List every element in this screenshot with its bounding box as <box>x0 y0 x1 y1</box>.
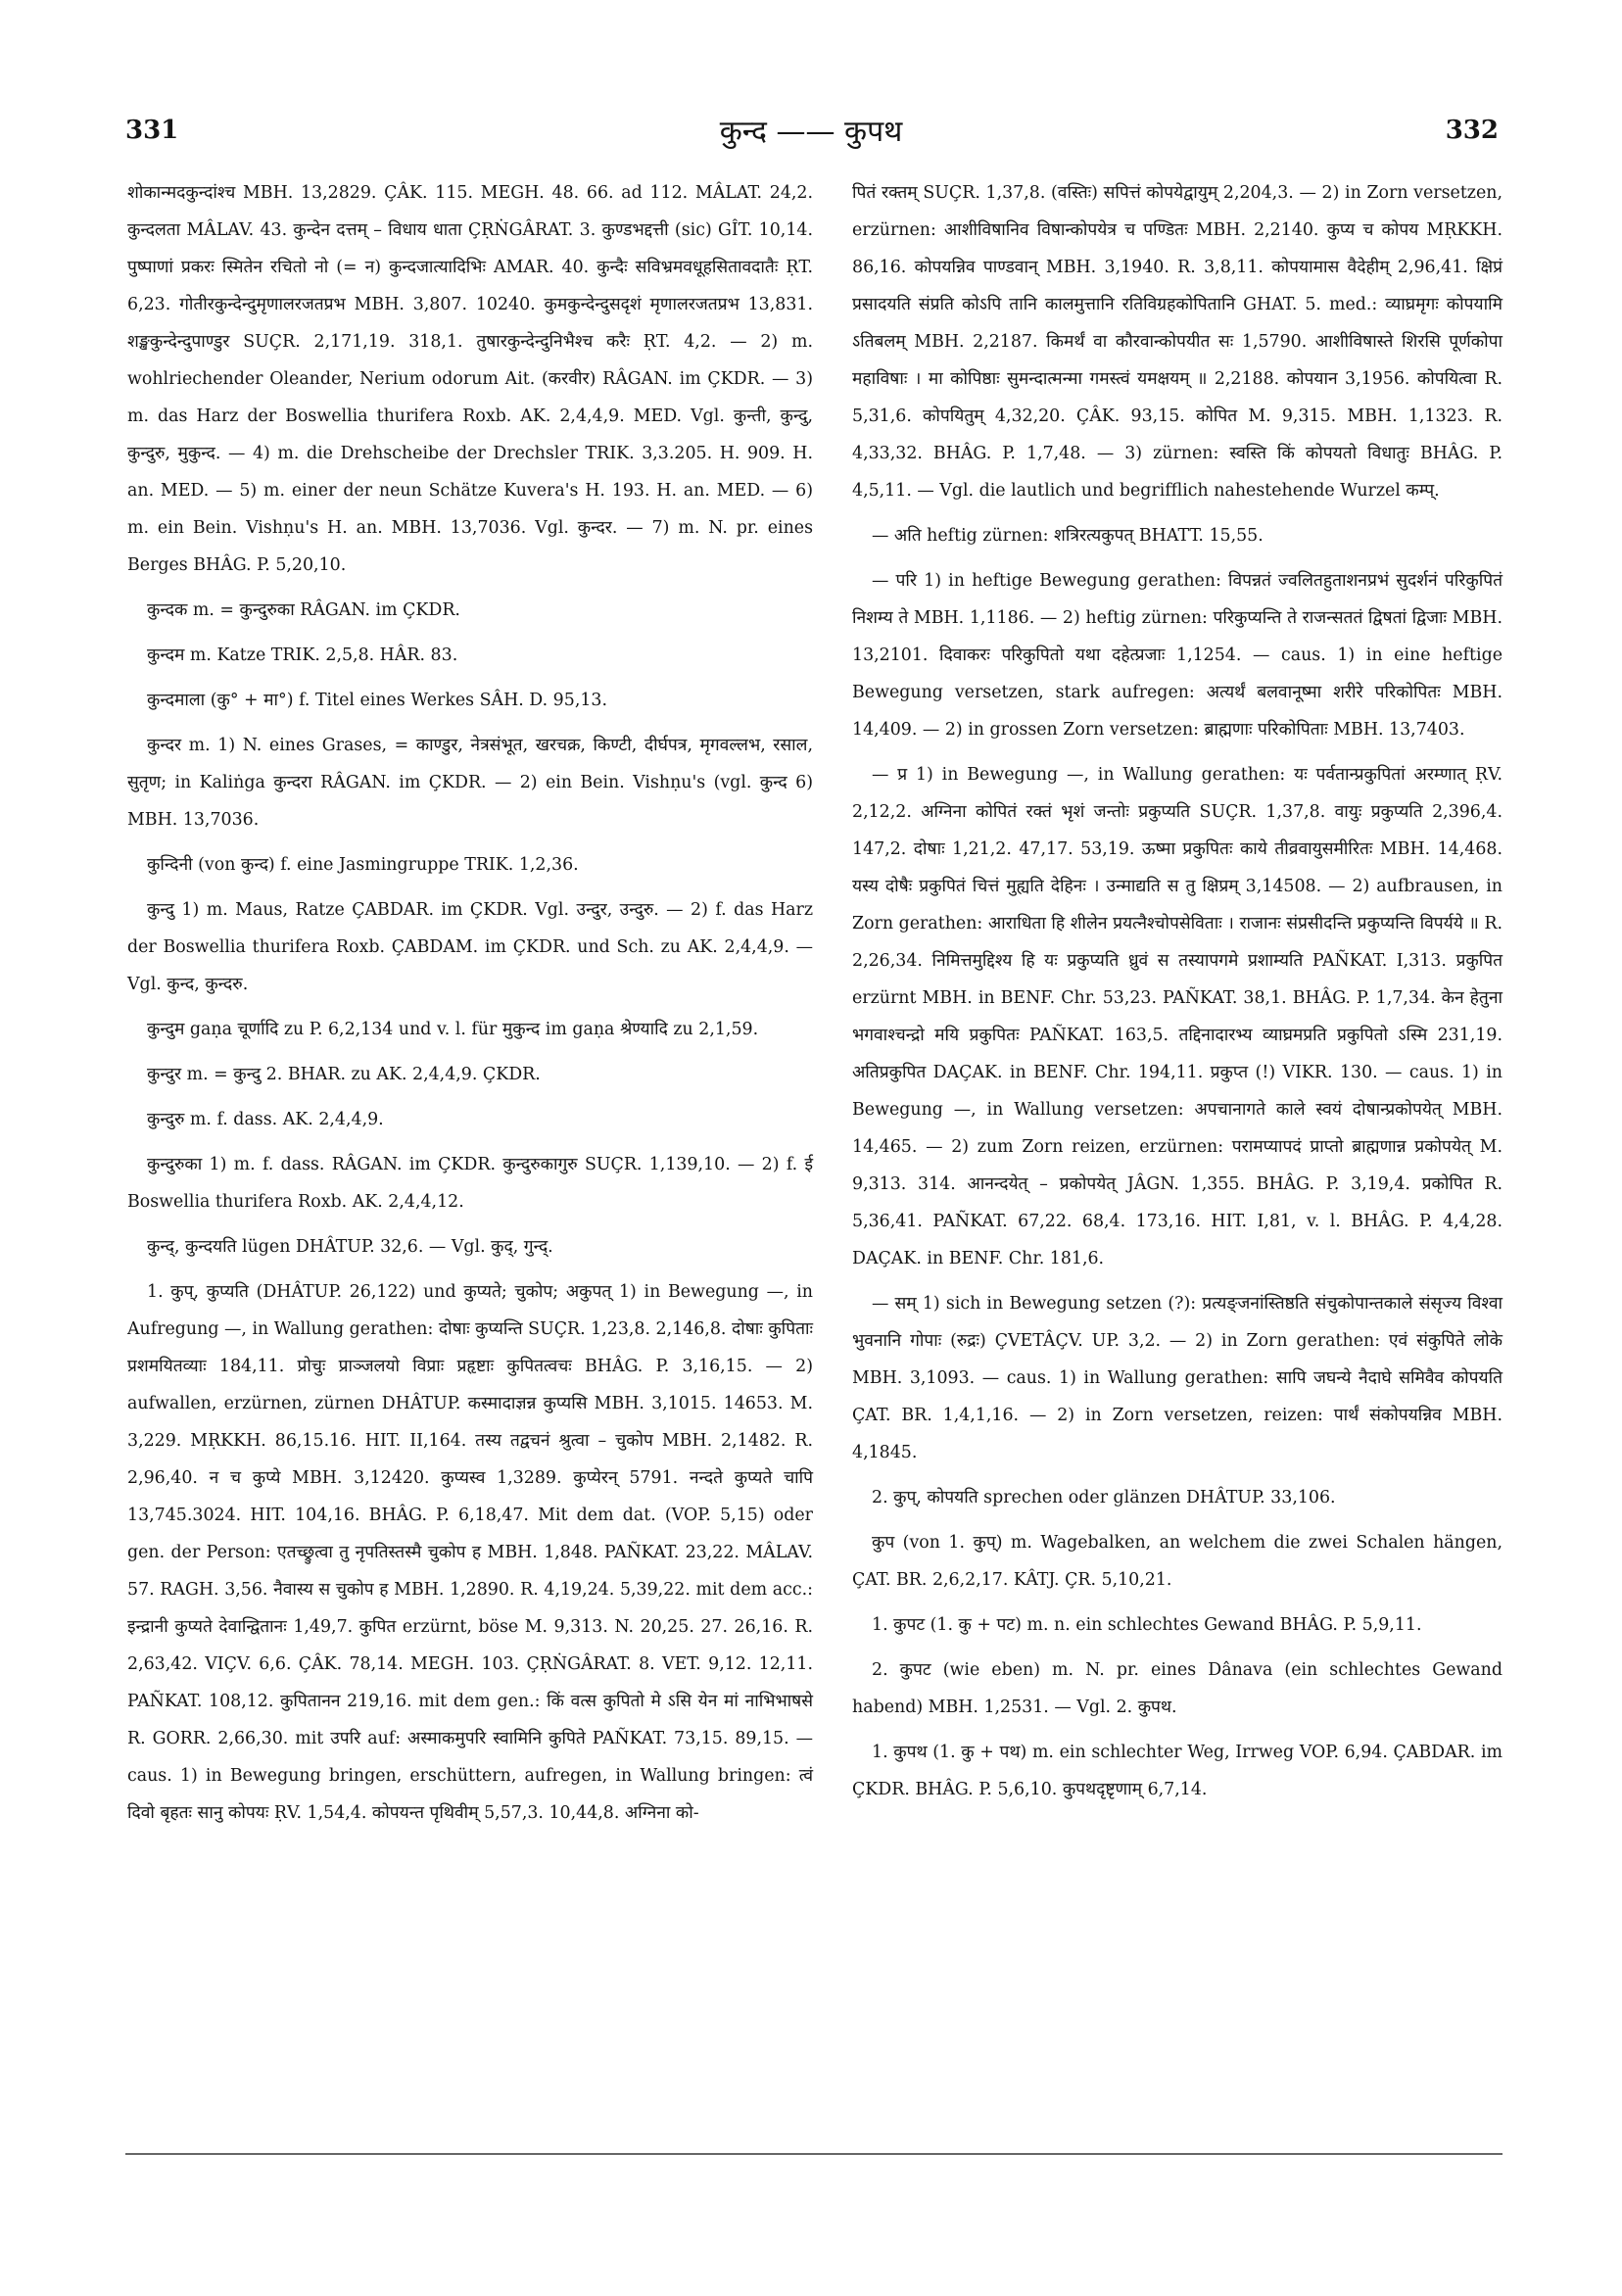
entry-kundini: कुन्दिनी (von कुन्द) f. eine Jasmingruppe TRIK. 1,2,36. <box>147 855 579 875</box>
right-column <box>852 174 1503 1808</box>
entry-kupatha-1: 1. कुपथ (1. कु + पथ) m. ein schlechter Weg, Irrweg VOP. 6,94. ÇABDAR. im ÇKDR. BHÂG. P. 5,6,10. कुपथदृष्टृणाम् 6,7,14. <box>852 1743 1503 1799</box>
entry-kundaka: कुन्दक m. = कुन्दुरुका RÂGAN. im ÇKDR. <box>147 600 460 620</box>
entry-pra-kup: — प्र 1) in Bewegung —, in Wallung gerathen: यः पर्वतान्प्रकुपितां अरम्णात् ṚV. 2,12,2. अग्निना कोपितं रक्तं भृशं जन्तोः प्रकुप्यति SUÇR. 1,37,8. वायुः प्रकुप्यति 2,396,4. 147,2. दोषाः 1,21,2. 47,17. 53,19. ऊष्मा प्रकुपितः काये तीव्रवायुसमीरितः MBH. 14,468. यस्य दोषैः प्रकुपितं चित्तं मुह्यति देहिनः । उन्माद्यति स तु क्षिप्रम् 3,14508. — 2) aufbrausen, in Zorn gerathen: आराधिता हि शीलेन प्रयत्नैश्चोपसेविताः । राजानः संप्रसीदन्ति प्रकुप्यन्ति विपर्यये ॥ R. 2,26,34. निमित्तमुद्दिश्य हि यः प्रकुप्यति ध्रुवं स तस्यापगमे प्रशाम्यति PAÑKAT. I,313. प्रकुपित erzürnt MBH. in BENF. Chr. 53,23. PAÑKAT. 38,1. BHÂG. P. 1,7,34. केन हेतुना भगवाश्चन्द्रो मयि प्रकुपितः PAÑKAT. 163,5. तद्दिनादारभ्य व्याघ्रमप्रति प्रकुपितो ऽस्मि 231,19. अतिप्रकुपित DAÇAK. in BENF. Chr. 194,11. प्रकुप्त (!) VIKR. 130. — caus. 1) in Bewegung —, in Wallung versetzen: अपचानागते काले स्वयं दोषान्प्रकोपयेत् MBH. 14,465. — 2) zum Zorn reizen, erzürnen: परामप्यापदं प्राप्तो ब्राह्मणान्न प्रकोपयेत् M. 9,313. 314. आनन्दयेत् – प्रकोपयेत् JÂGN. 1,355. BHÂG. P. 3,19,4. प्रकोपित R. 5,36,41. PAÑKAT. 67,22. 68,4. 173,16. HIT. I,81, v. l. BHÂG. P. 4,4,28. DAÇAK. in BENF. Chr. 181,6. <box>852 765 1503 1268</box>
bottom-rule <box>125 2153 1503 2155</box>
left-column <box>127 174 813 1832</box>
entry-kunduru: कुन्दुरु m. f. dass. AK. 2,4,4,9. <box>147 1110 384 1129</box>
entry-kupata-1: 1. कुपट (1. कु + पट) m. n. ein schlechtes Gewand BHÂG. P. 5,9,11. <box>872 1615 1422 1635</box>
entry-sam-kup: — सम् 1) sich in Bewegung setzen (?): प्रत्यङ्जनांस्तिष्ठति संचुकोपान्तकाले संसृज्य विश्वा भुवनानि गोपाः (रुद्रः) ÇVETÂÇV. UP. 3,2. — 2) in Zorn gerathen: एवं संकुपिते लोके MBH. 3,1093. — caus. 1) in Wallung gerathen: सापि जघन्ये नैदाघे समिवैव कोपयति ÇAT. BR. 1,4,1,16. — 2) in Zorn versetzen, reizen: पार्थं संकोपयन्निव MBH. 4,1845. <box>852 1294 1503 1462</box>
entry-kup-2: 2. कुप्, कोपयति sprechen oder glänzen DHÂTUP. 33,106. <box>872 1488 1336 1507</box>
entry-kunduma: कुन्दुम gaṇa चूर्णादि zu P. 6,2,134 und v. l. für मुकुन्द im gaṇa श्रेण्यादि zu 2,1,59. <box>147 1020 759 1039</box>
entry-kundara: कुन्दर m. 1) N. eines Grases, = काण्डुर, नेत्रसंभूत, खरचक्र, किण्टी, दीर्घपत्र, मृगवल्लभ, रसाल, सुतृण; in Kaliṅga कुन्दरा RÂGAN. im ÇKDR. — 2) ein Bein. Vishṇu's (vgl. कुन्द 6) MBH. 13,7036. <box>127 736 813 830</box>
entry-kund-verb: कुन्द्, कुन्दयति lügen DHÂTUP. 32,6. — Vgl. कुद्, गुन्द्. <box>147 1237 553 1257</box>
running-head: कुन्द —— कुपथ <box>719 115 903 149</box>
entry-pari-kup: — परि 1) in heftige Bewegung gerathen: विपन्नतं ज्वलितहुताशनप्रभं सुदर्शनं परिकुपितं निशम्य ते MBH. 1,1186. — 2) heftig zürnen: परिकुप्यन्ति ते राजन्सततं द्विषतां द्विजाः MBH. 13,2101. दिवाकरः परिकुपितो यथा दहेत्प्रजाः 1,1254. — caus. 1) in eine heftige Bewegung versetzen, stark aufregen: अत्यर्थं बलवानूष्मा शरीरे परिकोपितः MBH. 14,409. — 2) in grossen Zorn versetzen: ब्राह्मणाः परिकोपिताः MBH. 13,7403. <box>852 571 1503 740</box>
entry-kundamala: कुन्दमाला (कु° + मा°) f. Titel eines Werkes SÂH. D. 95,13. <box>147 691 607 710</box>
entry-kundura: कुन्दुर m. = कुन्दु 2. BHAR. zu AK. 2,4,4,9. ÇKDR. <box>147 1065 541 1084</box>
entry-kup-1-continued: पितं रक्तम् SUÇR. 1,37,8. (वस्तिः) सपित्तं कोपयेद्वायुम् 2,204,3. — 2) in Zorn versetzen, erzürnen: आशीविषानिव विषान्कोपयेत्र च पण्डितः MBH. 2,2140. कुप्य च कोपय MṚKKH. 86,16. कोपयन्निव पाण्डवान् MBH. 3,1940. R. 3,8,11. कोपयामास वैदेहीम् 2,96,41. क्षिप्रं प्रसादयति संप्रति कोऽपि तानि कालमुत्तानि रतिविग्रहकोपितानि GHAT. 5. med.: व्याघ्रमृगः कोपयामि ऽतिबलम् MBH. 2,2187. किमर्थं वा कौरवान्कोपयीत सः 1,5790. आशीविषास्ते शिरसि पूर्णकोपा महाविषाः । मा कोपिष्ठाः सुमन्दात्मन्मा गमस्त्वं यमक्षयम् ॥ 2,2188. कोपयान 3,1956. कोपयित्वा R. 5,31,6. कोपयितुम् 4,32,20. ÇÂK. 93,15. कोपित M. 9,315. MBH. 1,1323. R. 4,33,32. BHÂG. P. 1,7,48. — 3) zürnen: स्वस्ति किं कोपयतो विधातुः BHÂG. P. 4,5,11. — Vgl. die lautlich und begrifflich nahestehende Wurzel कम्प्. <box>852 183 1503 501</box>
entry-kundu: कुन्दु 1) m. Maus, Ratze ÇABDAR. im ÇKDR. Vgl. उन्दुर, उन्दुरु. — 2) f. das Harz der Boswellia thurifera Roxb. ÇABDAM. im ÇKDR. und Sch. zu AK. 2,4,4,9. — Vgl. कुन्द, कुन्दरु. <box>127 900 813 994</box>
page-number-left: 331 <box>125 116 179 145</box>
entry-kup-1: 1. कुप्, कुप्यति (DHÂTUP. 26,122) und कुप्यते; चुकोप; अकुपत् 1) in Bewegung —, in Aufregung —, in Wallung gerathen: दोषाः कुप्यन्ति SUÇR. 1,23,8. 2,146,8. दोषाः कुपिताः प्रशमयितव्याः 184,11. प्रोचुः प्राञ्जलयो विप्राः प्रहृष्टाः कुपितत्वचः BHÂG. P. 3,16,15. — 2) aufwallen, erzürnen, zürnen DHÂTUP. कस्मादाज्ञन्न कुप्यसि MBH. 3,1015. 14653. M. 3,229. MṚKKH. 86,15.16. HIT. II,164. तस्य तद्वचनं श्रुत्वा – चुकोप MBH. 2,1482. R. 2,96,40. न च कुप्ये MBH. 3,12420. कुप्यस्व 1,3289. कुप्येरन् 5791. नन्दते कुप्यते चापि 13,745.3024. HIT. 104,16. BHÂG. P. 6,18,47. Mit dem dat. (VOP. 5,15) oder gen. der Person: एतच्छ्रुत्वा तु नृपतिस्तस्मै चुकोप ह MBH. 1,848. PAÑKAT. 23,22. MÂLAV. 57. RAGH. 3,56. नैवास्य स चुकोप ह MBH. 1,2890. R. 4,19,24. 5,39,22. mit dem acc.: इन्द्रानी कुप्यते देवान्द्वितानः 1,49,7. कुपित erzürnt, böse M. 9,313. N. 20,25. 27. 26,16. R. 2,63,42. VIÇV. 6,6. ÇÂK. 78,14. MEGH. 103. ÇṚṄGÂRAT. 8. VET. 9,12. 12,11. PAÑKAT. 108,12. कुपितानन 219,16. mit dem gen.: किं वत्स कुपितो मे ऽसि येन मां नाभिभाषसे R. GORR. 2,66,30. mit उपरि auf: अस्माकमुपरि स्वामिनि कुपिते PAÑKAT. 73,15. 89,15. — caus. 1) in Bewegung bringen, erschüttern, aufregen, in Wallung bringen: त्वं दिवो बृहतः सानु कोपयः ṚV. 1,54,4. कोपयन्त पृथिवीम् 5,57,3. 10,44,8. अग्निना को- <box>127 1282 813 1823</box>
entry-kunda-continued: शोकान्मदकुन्दांश्च MBH. 13,2829. ÇÂK. 115. MEGH. 48. 66. ad 112. MÂLAT. 24,2. कुन्दलता MÂLAV. 43. कुन्देन दत्तम् – विधाय धाता ÇṚṄGÂRAT. 3. कुण्डभद्दत्ती (sic) GÎT. 10,14. पुष्पाणां प्रकरः स्मितेन रचितो नो (= न) कुन्दजात्यादिभिः AMAR. 40. कुन्दैः सविभ्रमवधूहसितावदातैः ṚT. 6,23. गोतीरकुन्देन्दुमृणालरजतप्रभ MBH. 3,807. 10240. कुमकुन्देन्दुसदृशं मृणालरजतप्रभ 13,831. शङ्खकुन्देन्दुपाण्डुर SUÇR. 2,171,19. 318,1. तुषारकुन्देन्दुनिभैश्च करैः ṚT. 4,2. — 2) m. wohlriechender Oleander, Nerium odorum Ait. (करवीर) RÂGAN. im ÇKDR. — 3) m. das Harz der Boswellia thurifera Roxb. AK. 2,4,4,9. MED. Vgl. कुन्ती, कुन्दु, कुन्दुरु, मुकुन्द. — 4) m. die Drehscheibe der Drechsler TRIK. 3,3.205. H. 909. H. an. MED. — 5) m. einer der neun Schätze Kuvera's H. 193. H. an. MED. — 6) m. ein Bein. Vishṇu's H. an. MBH. 13,7036. Vgl. कुन्दर. — 7) m. N. pr. eines Berges BHÂG. P. 5,20,10. <box>127 183 813 575</box>
entry-kundurka: कुन्दुरुका 1) m. f. dass. RÂGAN. im ÇKDR. कुन्दुरुकागुरु SUÇR. 1,139,10. — 2) f. ई Boswellia thurifera Roxb. AK. 2,4,4,12. <box>127 1155 813 1212</box>
entry-kupa: कुप (von 1. कुप्) m. Wagebalken, an welchem die zwei Schalen hängen, ÇAT. BR. 2,6,2,17. KÂTJ. ÇR. 5,10,21. <box>852 1533 1503 1590</box>
entry-kundama: कुन्दम m. Katze TRIK. 2,5,8. HÂR. 83. <box>147 646 458 665</box>
page-number-right: 332 <box>1445 116 1499 145</box>
entry-kupata-2: 2. कुपट (wie eben) m. N. pr. eines Dânava (ein schlechtes Gewand habend) MBH. 1,2531. — Vgl. 2. कुपथ. <box>852 1660 1503 1717</box>
entry-ati-kup: — अति heftig zürnen: शत्रिरत्यकुपत् BHATT. 15,55. <box>872 526 1264 546</box>
